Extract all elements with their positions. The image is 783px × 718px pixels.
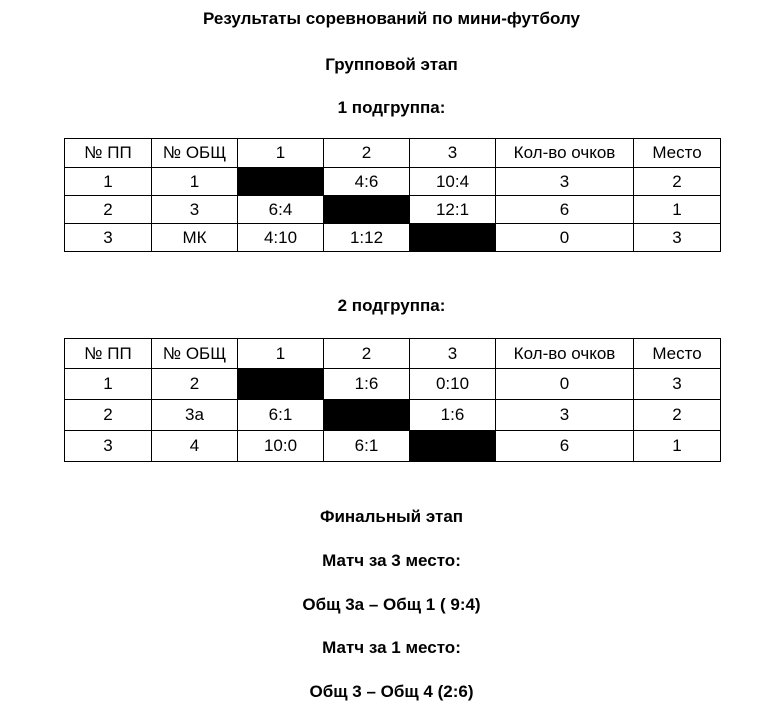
table-cell: 0: [496, 369, 634, 400]
subgroup-1-heading: 1 подгруппа:: [337, 98, 446, 117]
header-cell: Кол-во очков: [496, 339, 634, 369]
table-cell: 6: [496, 431, 634, 462]
table-header-row: [65, 339, 721, 369]
self-match-cell: [324, 196, 410, 224]
self-match-cell: [410, 431, 496, 462]
header-cell: 2: [324, 139, 410, 168]
self-match-cell: [410, 224, 496, 252]
table-cell: 1: [65, 168, 152, 196]
table-cell: 6:1: [238, 400, 324, 431]
table-row: [65, 168, 721, 196]
table-cell: 4:6: [324, 168, 410, 196]
self-match-cell: [238, 369, 324, 400]
table-cell: 1:6: [324, 369, 410, 400]
header-cell: 1: [238, 339, 324, 369]
table-cell: 3: [65, 431, 152, 462]
header-cell: Место: [634, 139, 721, 168]
table-cell: 1:12: [324, 224, 410, 252]
table-cell: 1:6: [410, 400, 496, 431]
third-place-result: Общ 3а – Общ 1 ( 9:4): [302, 595, 481, 614]
header-cell: № ПП: [65, 139, 152, 168]
page-title: Результаты соревнований по мини-футболу: [203, 9, 580, 28]
table-cell: 3: [634, 224, 721, 252]
table-row: [65, 369, 721, 400]
table-cell: 2: [634, 400, 721, 431]
table-cell: МК: [152, 224, 238, 252]
header-cell: Место: [634, 339, 721, 369]
table-cell: 3: [152, 196, 238, 224]
table-cell: 2: [65, 400, 152, 431]
header-cell: 3: [410, 339, 496, 369]
table-cell: 1: [152, 168, 238, 196]
subgroup-2-table: [64, 338, 721, 462]
header-cell: № ОБЩ: [152, 339, 238, 369]
table-row: [65, 224, 721, 252]
self-match-cell: [238, 168, 324, 196]
table-row: [65, 196, 721, 224]
table-cell: 6:4: [238, 196, 324, 224]
table-cell: 10:4: [410, 168, 496, 196]
table-cell: 6:1: [324, 431, 410, 462]
table-cell: 1: [634, 196, 721, 224]
final-stage-heading: Финальный этап: [319, 507, 464, 526]
subgroup-2-heading: 2 подгруппа:: [337, 296, 446, 315]
table-cell: 2: [634, 168, 721, 196]
table-row: [65, 400, 721, 431]
table-cell: 3: [496, 400, 634, 431]
table-cell: 0: [496, 224, 634, 252]
table-cell: 4:10: [238, 224, 324, 252]
subgroup-1-table: [64, 138, 721, 252]
third-place-heading: Матч за 3 место:: [322, 551, 461, 570]
table-row: [65, 431, 721, 462]
self-match-cell: [324, 400, 410, 431]
table-cell: 3: [65, 224, 152, 252]
table-cell: 1: [634, 431, 721, 462]
table-cell: 3а: [152, 400, 238, 431]
table-cell: 1: [65, 369, 152, 400]
header-cell: 1: [238, 139, 324, 168]
table-header-row: [65, 139, 721, 168]
table-cell: 3: [496, 168, 634, 196]
table-cell: 6: [496, 196, 634, 224]
first-place-heading: Матч за 1 место:: [322, 638, 461, 657]
header-cell: № ОБЩ: [152, 139, 238, 168]
header-cell: Кол-во очков: [496, 139, 634, 168]
table-cell: 2: [65, 196, 152, 224]
table-cell: 0:10: [410, 369, 496, 400]
table-cell: 4: [152, 431, 238, 462]
table-cell: 10:0: [238, 431, 324, 462]
first-place-result: Общ 3 – Общ 4 (2:6): [309, 682, 474, 701]
table-cell: 3: [634, 369, 721, 400]
header-cell: № ПП: [65, 339, 152, 369]
table-cell: 12:1: [410, 196, 496, 224]
header-cell: 3: [410, 139, 496, 168]
table-cell: 2: [152, 369, 238, 400]
header-cell: 2: [324, 339, 410, 369]
group-stage-heading: Групповой этап: [325, 55, 458, 74]
